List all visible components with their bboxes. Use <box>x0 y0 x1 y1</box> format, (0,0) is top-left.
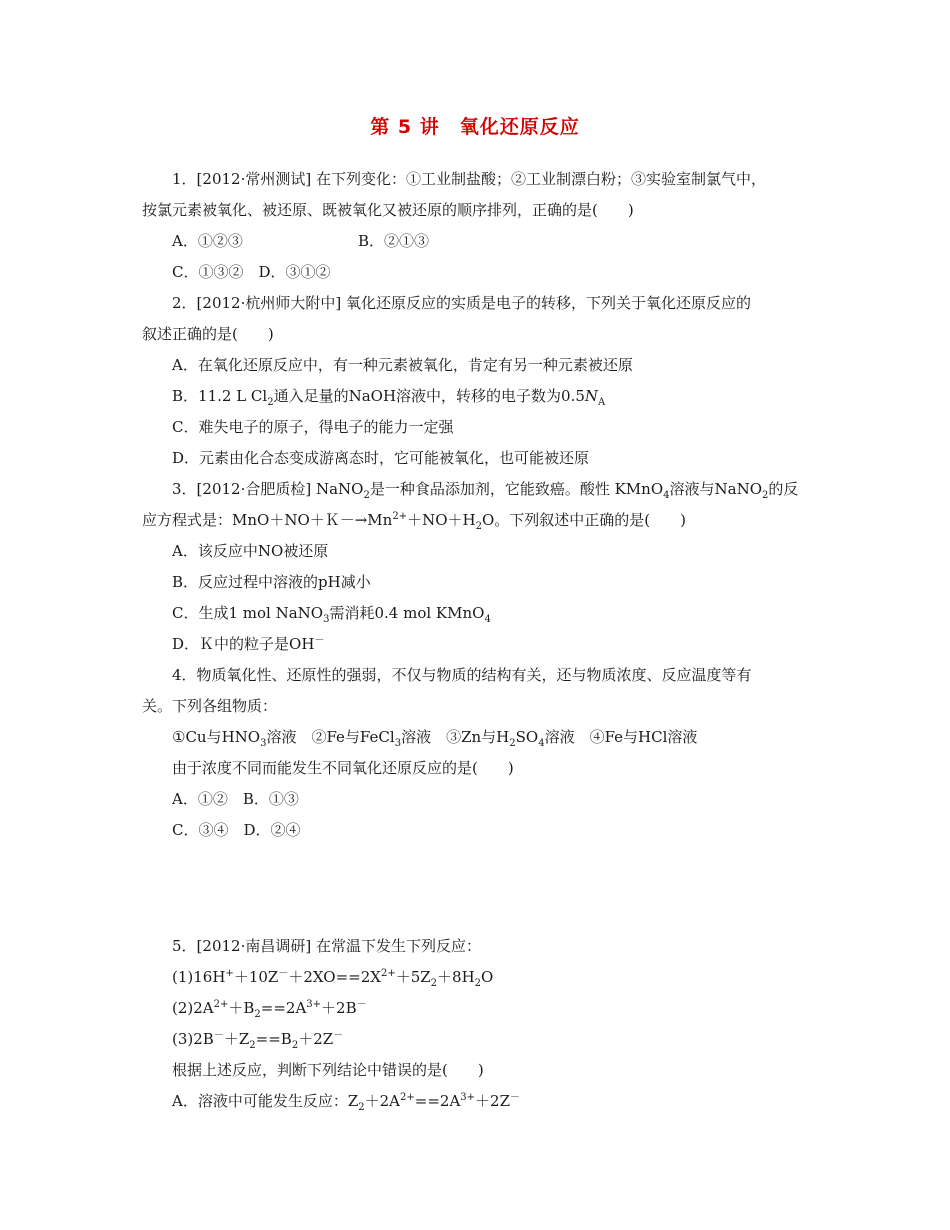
q4-stem-line4: 由于浓度不同而能发生不同氧化还原反应的是( ) <box>172 759 514 777</box>
q2-option-b: B．11.2 L $Cl_2$通入足量的NaOH溶液中，转移的电子数为$0.5N_A$ <box>172 387 606 408</box>
q5-stem-line1: 5．[2012·南昌调研] 在常温下发生下列反应： <box>172 937 481 955</box>
q5-reaction-1: $(1)16H^++10Z^-+2XO==2X^{2+}+5Z_2+8H_2O$ <box>172 968 494 989</box>
page-title: 第 5 讲 氧化还原反应 <box>370 116 580 138</box>
q4-substances: ①Cu与$HNO_3$溶液 ②Fe与FeCl$_3$溶液 ③Zn与$H_2SO_4$溶液 ④Fe与HCl溶液 <box>172 728 698 749</box>
q2-option-a: A．在氧化还原反应中，有一种元素被氧化，肯定有另一种元素被还原 <box>172 356 633 374</box>
q4-stem-line2: 关。下列各组物质： <box>142 697 278 715</box>
q3-option-d: D．Ｋ中的粒子是OH－ <box>172 635 325 653</box>
q1-options-cd: C．①③② D．③①② <box>172 263 331 281</box>
q2-stem-line1: 2．[2012·杭州师大附中] 氧化还原反应的实质是电子的转移，下列关于氧化还原反应的 <box>172 294 751 312</box>
q3-option-b: B．反应过程中溶液的pH减小 <box>172 573 371 591</box>
q3-stem-line2: 应方程式是：$MnO+NO+K-\to Mn^{2+}+NO+H_2O$。下列叙述中正确的是( ) <box>142 511 686 532</box>
q3-stem-line1: 3．[2012·合肥质检] NaNO$_2$是一种食品添加剂，它能致癌。酸性 KMnO$_4$溶液与NaNO$_2$的反 <box>172 480 799 501</box>
q1-stem-line2: 按氯元素被氧化、被还原、既被氧化又被还原的顺序排列，正确的是( ) <box>142 201 634 219</box>
q1-stem-line1: 1．[2012·常州测试] 在下列变化：①工业制盐酸；②工业制漂白粉；③实验室制氯气中， <box>172 170 766 188</box>
q3-option-c: C．生成1 mol NaNO$_3$需消耗0.4 mol KMnO$_4$ <box>172 604 491 625</box>
q4-options-cd: C．③④ D．②④ <box>172 821 301 839</box>
q5-option-a: A．溶液中可能发生反应：$Z_2+2A^{2+}==2A^{3+}+2Z^-$ <box>172 1092 521 1113</box>
q3-option-a: A．该反应中NO被还原 <box>172 542 329 560</box>
q1-option-a: A．①②③ <box>172 232 243 250</box>
q5-reaction-2: $(2)2A^{2+}+B_2==2A^{3+}+2B^-$ <box>172 999 367 1020</box>
q5-reaction-3: $(3)2B^-+Z_2==B_2+2Z^-$ <box>172 1030 344 1051</box>
q2-option-d: D．元素由化合态变成游离态时，它可能被氧化，也可能被还原 <box>172 449 590 467</box>
q2-stem-line2: 叙述正确的是( ) <box>142 325 274 343</box>
q5-stem-line5: 根据上述反应，判断下列结论中错误的是( ) <box>172 1061 484 1079</box>
q4-options-ab: A．①② B．①③ <box>172 790 299 808</box>
q2-option-c: C．难失电子的原子，得电子的能力一定强 <box>172 418 454 436</box>
q1-option-b: B．②①③ <box>358 232 430 250</box>
q4-stem-line1: 4．物质氧化性、还原性的强弱，不仅与物质的结构有关，还与物质浓度、反应温度等有 <box>172 666 752 684</box>
